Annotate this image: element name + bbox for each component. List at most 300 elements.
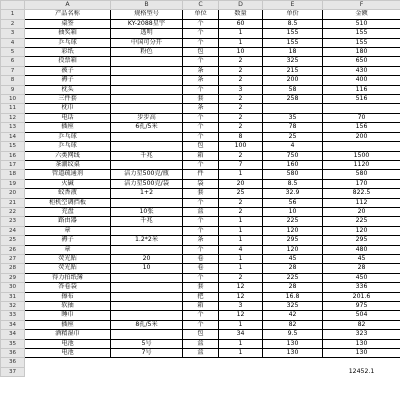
- cell-price[interactable]: 130: [263, 339, 323, 348]
- row-number[interactable]: 23: [1, 217, 25, 226]
- cell-amount[interactable]: 504: [323, 311, 400, 320]
- cell-spec[interactable]: 中国可分开: [111, 38, 183, 47]
- row-number[interactable]: 14: [1, 132, 25, 141]
- cell-spec[interactable]: 6孔/5米: [111, 123, 183, 132]
- cell-product-name[interactable]: 桌签: [25, 19, 111, 28]
- cell-qty[interactable]: 2: [219, 104, 263, 113]
- total-amount[interactable]: 12452.1: [348, 367, 375, 375]
- cell-product-name[interactable]: 乒乓球: [25, 38, 111, 47]
- cell-product-name[interactable]: 章: [25, 226, 111, 235]
- cell-amount[interactable]: 323: [323, 330, 400, 339]
- row-number[interactable]: 25: [1, 236, 25, 245]
- table-row: [1, 189, 400, 198]
- cell-qty[interactable]: 60: [219, 19, 263, 28]
- cell-unit[interactable]: 个: [183, 123, 219, 132]
- cell-unit[interactable]: 条: [183, 104, 219, 113]
- empty-cell[interactable]: [25, 367, 111, 376]
- select-all-corner[interactable]: [1, 1, 25, 10]
- cell-product-name[interactable]: 插座: [25, 123, 111, 132]
- cell-price[interactable]: 750: [263, 151, 323, 160]
- cell-qty[interactable]: 1: [219, 236, 263, 245]
- cell-unit[interactable]: 条: [183, 76, 219, 85]
- cell-qty[interactable]: 1: [219, 254, 263, 263]
- cell-qty[interactable]: 7: [219, 160, 263, 169]
- cell-unit[interactable]: 条: [183, 66, 219, 75]
- cell-qty[interactable]: 3: [219, 85, 263, 94]
- cell-qty[interactable]: 3: [219, 302, 263, 311]
- cell-spec[interactable]: 步步高: [111, 113, 183, 122]
- cell-product-name[interactable]: 枕巾: [25, 104, 111, 113]
- cell-qty[interactable]: 1: [219, 264, 263, 273]
- cell-unit[interactable]: 个: [183, 19, 219, 28]
- cell-product-name[interactable]: 褥子: [25, 236, 111, 245]
- cell-amount[interactable]: 225: [323, 217, 400, 226]
- column-header-b[interactable]: B: [111, 1, 183, 10]
- cell-spec[interactable]: [111, 226, 183, 235]
- cell-product-name[interactable]: 六类网线: [25, 151, 111, 160]
- cell-qty[interactable]: 2: [219, 66, 263, 75]
- cell-unit[interactable]: 个: [183, 320, 219, 329]
- row-number[interactable]: 21: [1, 198, 25, 207]
- cell-spec[interactable]: 透明: [111, 29, 183, 38]
- cell-amount[interactable]: 430: [323, 66, 400, 75]
- cell-qty[interactable]: 2: [219, 57, 263, 66]
- table-row: [1, 113, 400, 122]
- row-number[interactable]: 16: [1, 151, 25, 160]
- empty-cell[interactable]: [219, 367, 263, 376]
- cell-spec[interactable]: KY-2088星宇: [111, 19, 183, 28]
- cell-price[interactable]: 155: [263, 38, 323, 47]
- cell-product-name[interactable]: 路由器: [25, 217, 111, 226]
- cell-amount[interactable]: 116: [323, 85, 400, 94]
- header-price[interactable]: 单价: [263, 10, 323, 19]
- row-number[interactable]: 37: [1, 367, 25, 376]
- cell-amount[interactable]: 480: [323, 245, 400, 254]
- cell-price[interactable]: 28: [263, 283, 323, 292]
- cell-spec[interactable]: 7号: [111, 349, 183, 358]
- cell-unit[interactable]: 把: [183, 292, 219, 301]
- cell-qty[interactable]: 1: [219, 217, 263, 226]
- cell-unit[interactable]: 箱: [183, 302, 219, 311]
- table-row: [1, 132, 400, 141]
- cell-qty[interactable]: 2: [219, 198, 263, 207]
- cell-amount[interactable]: 516: [323, 95, 400, 104]
- cell-unit[interactable]: 个: [183, 245, 219, 254]
- cell-unit[interactable]: 盒: [183, 339, 219, 348]
- row-number[interactable]: 36: [1, 349, 25, 358]
- cell-spec[interactable]: [111, 95, 183, 104]
- cell-amount[interactable]: 822.5: [323, 189, 400, 198]
- cell-product-name[interactable]: 抽奖箱: [25, 29, 111, 38]
- cell-qty[interactable]: 2: [219, 113, 263, 122]
- cell-price[interactable]: 58: [263, 85, 323, 94]
- cell-product-name[interactable]: 枕头: [25, 85, 111, 94]
- cell-price[interactable]: [263, 104, 323, 113]
- cell-spec[interactable]: 8孔/5米: [111, 320, 183, 329]
- cell-spec[interactable]: 1.2*2米: [111, 236, 183, 245]
- empty-cell[interactable]: [323, 358, 400, 367]
- cell-unit[interactable]: 套: [183, 95, 219, 104]
- row-number[interactable]: 26: [1, 245, 25, 254]
- row-number[interactable]: 22: [1, 207, 25, 216]
- cell-amount[interactable]: 45: [323, 254, 400, 263]
- cell-qty[interactable]: 12: [219, 292, 263, 301]
- cell-product-name[interactable]: 电话: [25, 113, 111, 122]
- row-number[interactable]: 8: [1, 76, 25, 85]
- cell-price[interactable]: 56: [263, 198, 323, 207]
- cell-product-name[interactable]: 被子: [25, 66, 111, 75]
- cell-amount[interactable]: 580: [323, 170, 400, 179]
- cell-price[interactable]: 45: [263, 254, 323, 263]
- cell-spec[interactable]: [111, 302, 183, 311]
- cell-product-name[interactable]: 充盘: [25, 207, 111, 216]
- cell-price[interactable]: 8.5: [263, 179, 323, 188]
- cell-spec[interactable]: [111, 76, 183, 85]
- cell-product-name[interactable]: 酒精湿巾: [25, 330, 111, 339]
- cell-unit[interactable]: 袋: [183, 179, 219, 188]
- row-number[interactable]: 2: [1, 19, 25, 28]
- cell-amount[interactable]: [323, 104, 400, 113]
- table-row: [1, 217, 400, 226]
- table-row: [1, 311, 400, 320]
- row-number[interactable]: 31: [1, 292, 25, 301]
- header-amount[interactable]: 金额: [323, 10, 400, 19]
- empty-cell[interactable]: [219, 358, 263, 367]
- cell-price[interactable]: 295: [263, 236, 323, 245]
- cell-unit[interactable]: 包: [183, 48, 219, 57]
- cell-product-name[interactable]: 彩纸: [25, 48, 111, 57]
- column-header-row: [1, 1, 400, 10]
- cell-qty[interactable]: 1: [219, 339, 263, 348]
- cell-amount[interactable]: 200: [323, 132, 400, 141]
- cell-product-name[interactable]: 擦布: [25, 292, 111, 301]
- cell-amount[interactable]: 400: [323, 76, 400, 85]
- cell-unit[interactable]: 包: [183, 142, 219, 151]
- cell-spec[interactable]: [111, 142, 183, 151]
- empty-cell[interactable]: [183, 358, 219, 367]
- cell-price[interactable]: 82: [263, 320, 323, 329]
- row-number[interactable]: 4: [1, 38, 25, 47]
- cell-amount[interactable]: 1500: [323, 151, 400, 160]
- cell-qty[interactable]: 1: [219, 38, 263, 47]
- cell-qty[interactable]: 1: [219, 226, 263, 235]
- cell-product-name[interactable]: 柜机空调挡板: [25, 198, 111, 207]
- header-spec[interactable]: 规格型号: [111, 10, 183, 19]
- cell-amount[interactable]: 1120: [323, 160, 400, 169]
- cell-qty[interactable]: 12: [219, 283, 263, 292]
- cell-spec[interactable]: [111, 311, 183, 320]
- cell-qty[interactable]: 2: [219, 95, 263, 104]
- cell-amount[interactable]: 155: [323, 29, 400, 38]
- cell-qty[interactable]: 10: [219, 48, 263, 57]
- row-number[interactable]: 15: [1, 142, 25, 151]
- row-number[interactable]: 5: [1, 48, 25, 57]
- row-number[interactable]: 7: [1, 66, 25, 75]
- cell-spec[interactable]: [111, 330, 183, 339]
- cell-price[interactable]: 42: [263, 311, 323, 320]
- cell-amount[interactable]: 82: [323, 320, 400, 329]
- cell-price[interactable]: 325: [263, 57, 323, 66]
- row-number[interactable]: 30: [1, 283, 25, 292]
- cell-product-name[interactable]: 软抽: [25, 302, 111, 311]
- cell-qty[interactable]: 1: [219, 29, 263, 38]
- cell-product-name[interactable]: 乒乓球: [25, 132, 111, 141]
- row-number[interactable]: 27: [1, 254, 25, 263]
- cell-product-name[interactable]: 荧光贴: [25, 254, 111, 263]
- cell-spec[interactable]: [111, 273, 183, 282]
- cell-amount[interactable]: [323, 142, 400, 151]
- cell-unit[interactable]: 个: [183, 198, 219, 207]
- cell-qty[interactable]: 2: [219, 123, 263, 132]
- cell-price[interactable]: 160: [263, 160, 323, 169]
- cell-amount[interactable]: 450: [323, 273, 400, 282]
- cell-price[interactable]: 35: [263, 113, 323, 122]
- cell-product-name[interactable]: 三件套: [25, 95, 111, 104]
- cell-spec[interactable]: 千兆: [111, 217, 183, 226]
- column-header-e[interactable]: E: [263, 1, 323, 10]
- row-number[interactable]: 11: [1, 104, 25, 113]
- row-number[interactable]: 29: [1, 273, 25, 282]
- cell-qty[interactable]: 8: [219, 132, 263, 141]
- cell-price[interactable]: 78: [263, 123, 323, 132]
- cell-spec[interactable]: [111, 132, 183, 141]
- cell-unit[interactable]: 个: [183, 132, 219, 141]
- cell-price[interactable]: 200: [263, 76, 323, 85]
- empty-cell[interactable]: [111, 367, 183, 376]
- table-row: [1, 236, 400, 245]
- row-number[interactable]: 10: [1, 95, 25, 104]
- cell-spec[interactable]: [111, 104, 183, 113]
- cell-amount[interactable]: 155: [323, 38, 400, 47]
- cell-spec[interactable]: [111, 57, 183, 66]
- cell-spec[interactable]: 粉色: [111, 48, 183, 57]
- row-number[interactable]: 20: [1, 189, 25, 198]
- row-number[interactable]: 24: [1, 226, 25, 235]
- cell-spec[interactable]: 10: [111, 264, 183, 273]
- table-row: [1, 142, 400, 151]
- cell-qty[interactable]: 12: [219, 311, 263, 320]
- cell-price[interactable]: 225: [263, 217, 323, 226]
- cell-product-name[interactable]: 章: [25, 245, 111, 254]
- cell-qty[interactable]: 1: [219, 349, 263, 358]
- header-product-name[interactable]: 产品名称: [25, 10, 111, 19]
- cell-qty[interactable]: 2: [219, 151, 263, 160]
- table-row: [1, 123, 400, 132]
- cell-product-name[interactable]: 蚊香液: [25, 189, 111, 198]
- cell-price[interactable]: 325: [263, 302, 323, 311]
- cell-product-name[interactable]: 投票箱: [25, 57, 111, 66]
- cell-price[interactable]: 8.5: [263, 19, 323, 28]
- cell-amount[interactable]: 170: [323, 179, 400, 188]
- cell-price[interactable]: 258: [263, 95, 323, 104]
- cell-amount[interactable]: 180: [323, 48, 400, 57]
- cell-qty[interactable]: 2: [219, 76, 263, 85]
- cell-qty[interactable]: 2: [219, 273, 263, 282]
- cell-product-name[interactable]: 得力拍纸簿: [25, 273, 111, 282]
- cell-spec[interactable]: [111, 160, 183, 169]
- cell-spec[interactable]: [111, 245, 183, 254]
- cell-amount[interactable]: 112: [323, 198, 400, 207]
- table-row: [1, 198, 400, 207]
- column-header-a[interactable]: A: [25, 1, 111, 10]
- table-row: [1, 207, 400, 216]
- cell-product-name[interactable]: 管道疏通剂: [25, 170, 111, 179]
- cell-unit[interactable]: 个: [183, 226, 219, 235]
- cell-unit[interactable]: 卷: [183, 264, 219, 273]
- header-unit[interactable]: 单位: [183, 10, 219, 19]
- cell-unit[interactable]: 个: [183, 113, 219, 122]
- cell-amount[interactable]: 975: [323, 302, 400, 311]
- table-row: [1, 95, 400, 104]
- column-header-f[interactable]: F: [323, 1, 400, 10]
- cell-price[interactable]: 9.5: [263, 330, 323, 339]
- cell-spec[interactable]: [111, 292, 183, 301]
- cell-amount[interactable]: 130: [323, 339, 400, 348]
- empty-cell[interactable]: [263, 358, 323, 367]
- cell-amount[interactable]: 20: [323, 207, 400, 216]
- table-row: [1, 76, 400, 85]
- cell-price[interactable]: 28: [263, 264, 323, 273]
- header-qty[interactable]: 数量: [219, 10, 263, 19]
- cell-spec[interactable]: [111, 198, 183, 207]
- cell-price[interactable]: 120: [263, 226, 323, 235]
- empty-cell[interactable]: [263, 367, 323, 376]
- cell-unit[interactable]: 个: [183, 57, 219, 66]
- row-number[interactable]: 34: [1, 330, 25, 339]
- cell-qty[interactable]: 34: [219, 330, 263, 339]
- cell-spec[interactable]: 洁力星500克/袋: [111, 179, 183, 188]
- cell-amount[interactable]: 201.6: [323, 292, 400, 301]
- table-row: [1, 226, 400, 235]
- cell-spec[interactable]: [111, 66, 183, 75]
- table-row: [1, 151, 400, 160]
- cell-price[interactable]: 155: [263, 29, 323, 38]
- cell-unit[interactable]: 盒: [183, 207, 219, 216]
- cell-unit[interactable]: 套: [183, 283, 219, 292]
- column-header-c[interactable]: C: [183, 1, 219, 10]
- cell-unit[interactable]: 个: [183, 273, 219, 282]
- cell-product-name[interactable]: 电池: [25, 339, 111, 348]
- row-number[interactable]: 34: [1, 320, 25, 329]
- cell-product-name[interactable]: 褥子: [25, 76, 111, 85]
- cell-unit[interactable]: 件: [183, 170, 219, 179]
- cell-product-name[interactable]: 插座: [25, 320, 111, 329]
- row-number[interactable]: 19: [1, 179, 25, 188]
- cell-unit[interactable]: 套: [183, 189, 219, 198]
- cell-price[interactable]: 580: [263, 170, 323, 179]
- cell-unit[interactable]: 个: [183, 160, 219, 169]
- cell-unit[interactable]: 条: [183, 236, 219, 245]
- row-number[interactable]: 28: [1, 264, 25, 273]
- cell-unit[interactable]: 卷: [183, 254, 219, 263]
- cell-product-name[interactable]: 荧光贴: [25, 264, 111, 273]
- row-number[interactable]: 35: [1, 339, 25, 348]
- cell-price[interactable]: 215: [263, 66, 323, 75]
- cell-product-name[interactable]: 答卷袋: [25, 283, 111, 292]
- cell-amount[interactable]: 510: [323, 19, 400, 28]
- table-row: [1, 339, 400, 348]
- cell-qty[interactable]: 1: [219, 170, 263, 179]
- cell-spec[interactable]: 洁力星500克/瓶: [111, 170, 183, 179]
- cell-price[interactable]: 130: [263, 349, 323, 358]
- cell-qty[interactable]: 25: [219, 189, 263, 198]
- cell-unit[interactable]: 个: [183, 217, 219, 226]
- cell-price[interactable]: 4: [263, 142, 323, 151]
- cell-unit[interactable]: 包: [183, 330, 219, 339]
- empty-cell[interactable]: [25, 358, 111, 367]
- row-number[interactable]: 12: [1, 113, 25, 122]
- cell-product-name[interactable]: 茶潮纹桌: [25, 160, 111, 169]
- cell-product-name[interactable]: 火碱: [25, 179, 111, 188]
- cell-spec[interactable]: [111, 85, 183, 94]
- cell-price[interactable]: 225: [263, 273, 323, 282]
- cell-spec[interactable]: 1+2: [111, 189, 183, 198]
- cell-amount[interactable]: 70: [323, 113, 400, 122]
- cell-amount[interactable]: 156: [323, 123, 400, 132]
- table-row: [1, 19, 400, 28]
- cell-unit[interactable]: 个: [183, 38, 219, 47]
- cell-amount[interactable]: 336: [323, 283, 400, 292]
- row-number[interactable]: 36: [1, 358, 25, 367]
- cell-amount[interactable]: 650: [323, 57, 400, 66]
- cell-qty[interactable]: 20: [219, 179, 263, 188]
- cell-amount[interactable]: 295: [323, 236, 400, 245]
- cell-spec[interactable]: 5号: [111, 339, 183, 348]
- table-row: [1, 330, 400, 339]
- row-number[interactable]: 32: [1, 302, 25, 311]
- cell-unit[interactable]: 个: [183, 85, 219, 94]
- row-number[interactable]: 9: [1, 85, 25, 94]
- row-number[interactable]: 33: [1, 311, 25, 320]
- row-number[interactable]: 13: [1, 123, 25, 132]
- cell-product-name[interactable]: 睡巾: [25, 311, 111, 320]
- cell-spec[interactable]: 10张: [111, 207, 183, 216]
- cell-amount[interactable]: 28: [323, 264, 400, 273]
- cell-price[interactable]: 16.8: [263, 292, 323, 301]
- cell-price[interactable]: 18: [263, 48, 323, 57]
- cell-unit[interactable]: 个: [183, 311, 219, 320]
- cell-spec[interactable]: 千兆: [111, 151, 183, 160]
- cell-qty[interactable]: 1: [219, 320, 263, 329]
- cell-unit[interactable]: 盒: [183, 349, 219, 358]
- cell-amount[interactable]: 130: [323, 349, 400, 358]
- row-number[interactable]: 1: [1, 10, 25, 19]
- cell-unit[interactable]: 箱: [183, 151, 219, 160]
- cell-price[interactable]: 120: [263, 245, 323, 254]
- row-number[interactable]: 6: [1, 57, 25, 66]
- table-row: [1, 57, 400, 66]
- row-number[interactable]: 18: [1, 170, 25, 179]
- row-number[interactable]: 17: [1, 160, 25, 169]
- row-number[interactable]: 3: [1, 29, 25, 38]
- cell-product-name[interactable]: 电池: [25, 349, 111, 358]
- cell-price[interactable]: 10: [263, 207, 323, 216]
- cell-qty[interactable]: 100: [219, 142, 263, 151]
- cell-amount[interactable]: 120: [323, 226, 400, 235]
- empty-cell[interactable]: [111, 358, 183, 367]
- cell-unit[interactable]: 个: [183, 29, 219, 38]
- empty-cell[interactable]: [183, 367, 219, 376]
- cell-spec[interactable]: [111, 283, 183, 292]
- cell-product-name[interactable]: 乒乓球: [25, 142, 111, 151]
- cell-spec[interactable]: 20: [111, 254, 183, 263]
- cell-price[interactable]: 32.9: [263, 189, 323, 198]
- table-row: [1, 245, 400, 254]
- cell-qty[interactable]: 2: [219, 207, 263, 216]
- column-header-d[interactable]: D: [219, 1, 263, 10]
- cell-qty[interactable]: 4: [219, 245, 263, 254]
- cell-price[interactable]: 25: [263, 132, 323, 141]
